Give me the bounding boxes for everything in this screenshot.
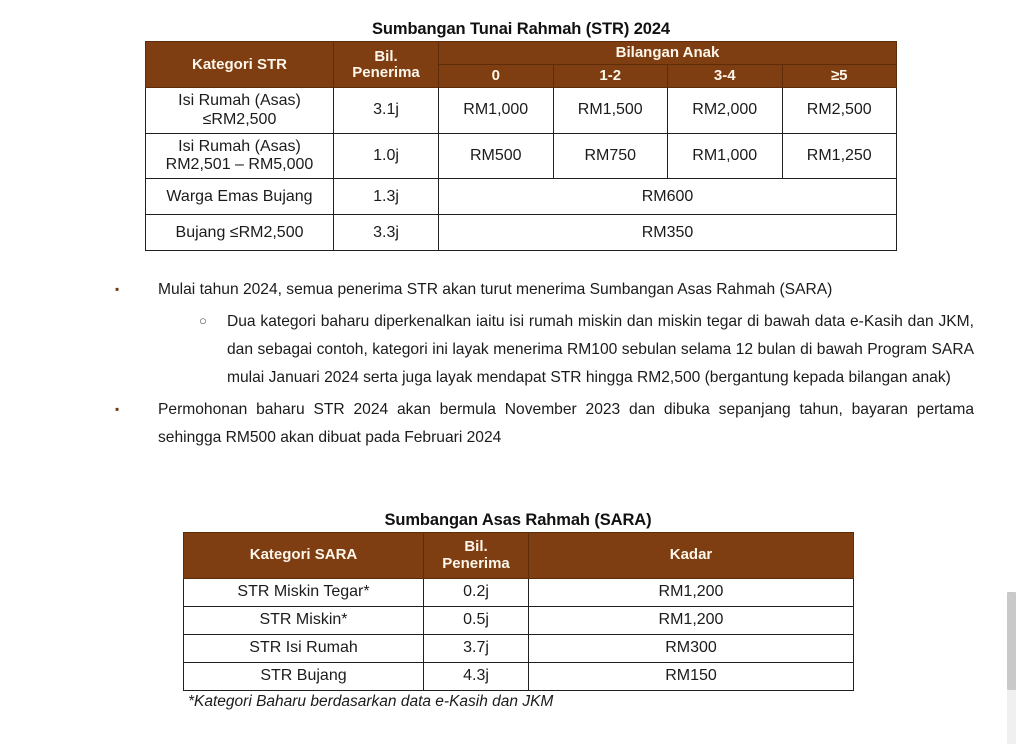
str-cell-bil: 1.3j [334,179,439,215]
str-cell-kategori: Warga Emas Bujang [146,179,334,215]
scrollbar-thumb[interactable] [1007,592,1016,690]
sara-table-footnote: *Kategori Baharu berdasarkan data e-Kasih dan JKM [188,693,554,710]
str-cell-anak-1-2: RM750 [553,133,668,178]
str-header-anak-0: 0 [439,65,554,88]
sara-header-row [184,533,854,579]
sara-table-head [184,533,854,579]
str-cell-bil: 3.3j [334,215,439,251]
hollow-circle-bullet-icon: ○ [199,313,207,328]
notes-list [112,276,974,456]
str-cell-anak-0: RM500 [439,133,554,178]
str-header-row-group [146,42,897,65]
table-row [146,215,897,251]
sara-cell-kadar: RM300 [529,635,854,663]
str-header-anak-3-4: 3-4 [668,65,783,88]
table-row [184,607,854,635]
str-cell-kategori-line2: RM2,501 – RM5,000 [165,156,314,174]
sara-table-body [184,579,854,691]
str-header-kategori: Kategori STR [146,42,334,88]
table-row [146,179,897,215]
str-cell-anak-3-4: RM1,000 [668,133,783,178]
table-row [184,579,854,607]
str-header-bil-line2: Penerima [352,63,420,81]
str-cell-anak-5plus: RM1,250 [782,133,897,178]
str-header-bil-penerima [334,42,439,88]
sara-cell-bil: 3.7j [424,635,529,663]
str-cell-anak-3-4: RM2,000 [668,88,783,133]
sara-header-bil-line2: Penerima [442,554,510,572]
str-cell-kadar-merged: RM600 [439,179,897,215]
sara-header-kategori: Kategori SARA [184,533,424,579]
square-bullet-icon: ▪ [115,282,120,296]
sara-header-kadar: Kadar [529,533,854,579]
table-row [146,133,897,178]
str-cell-anak-0: RM1,000 [439,88,554,133]
str-header-bil-line1: Bil. [374,47,398,65]
table-row [184,663,854,691]
sara-cell-kadar: RM1,200 [529,579,854,607]
sara-cell-kadar: RM150 [529,663,854,691]
str-header-bilangan-anak: Bilangan Anak [439,42,897,65]
str-cell-kategori-line1: Isi Rumah (Asas) [178,92,301,110]
sara-cell-bil: 4.3j [424,663,529,691]
list-item [112,308,974,392]
str-cell-bil: 1.0j [334,133,439,178]
str-table-title: Sumbangan Tunai Rahmah (STR) 2024 [371,20,671,38]
note-text: Mulai tahun 2024, semua penerima STR akan turut menerima Sumbangan Asas Rahmah (SARA) [158,281,833,298]
table-row [184,635,854,663]
table-row [146,88,897,133]
str-cell-kategori-line2: ≤RM2,500 [202,110,277,128]
str-cell-kategori: Bujang ≤RM2,500 [146,215,334,251]
list-item [112,396,974,452]
str-cell-anak-5plus: RM2,500 [782,88,897,133]
str-table-head [146,42,897,88]
note-text: Dua kategori baharu diperkenalkan iaitu isi rumah miskin dan miskin tegar di bawah data e-Kasih dan JKM, dan sebagai contoh, kategori ini layak menerima RM100 sebulan selama 12 bulan di bawah Program SARA mulai Januari 2024 serta juga layak mendapat STR hingga RM2,500 (bergantung kepada bilangan anak) [227,313,974,386]
scrollbar-track-lower[interactable] [1007,690,1016,744]
sara-table [183,532,854,691]
sara-cell-kategori: STR Miskin Tegar* [184,579,424,607]
str-header-anak-5plus: ≥5 [782,65,897,88]
str-header-anak-1-2: 1-2 [553,65,668,88]
str-table-body [146,88,897,251]
str-cell-kategori [146,133,334,178]
str-cell-anak-1-2: RM1,500 [553,88,668,133]
str-cell-bil: 3.1j [334,88,439,133]
sara-header-bil-penerima [424,533,529,579]
str-cell-kategori-line1: Isi Rumah (Asas) [178,137,301,155]
sara-table-title: Sumbangan Asas Rahmah (SARA) [384,511,652,529]
sara-cell-kategori: STR Miskin* [184,607,424,635]
square-bullet-icon: ▪ [115,402,120,416]
str-table [145,41,897,251]
sara-header-bil-line1: Bil. [464,538,488,556]
sara-cell-bil: 0.5j [424,607,529,635]
str-cell-kadar-merged: RM350 [439,215,897,251]
note-text: Permohonan baharu STR 2024 akan bermula November 2023 dan dibuka sepanjang tahun, bayaran pertama sehingga RM500 akan dibuat pada Februari 2024 [158,401,974,446]
sara-cell-bil: 0.2j [424,579,529,607]
sara-cell-kadar: RM1,200 [529,607,854,635]
sara-cell-kategori: STR Bujang [184,663,424,691]
list-item [112,276,974,304]
str-cell-kategori [146,88,334,133]
sara-cell-kategori: STR Isi Rumah [184,635,424,663]
